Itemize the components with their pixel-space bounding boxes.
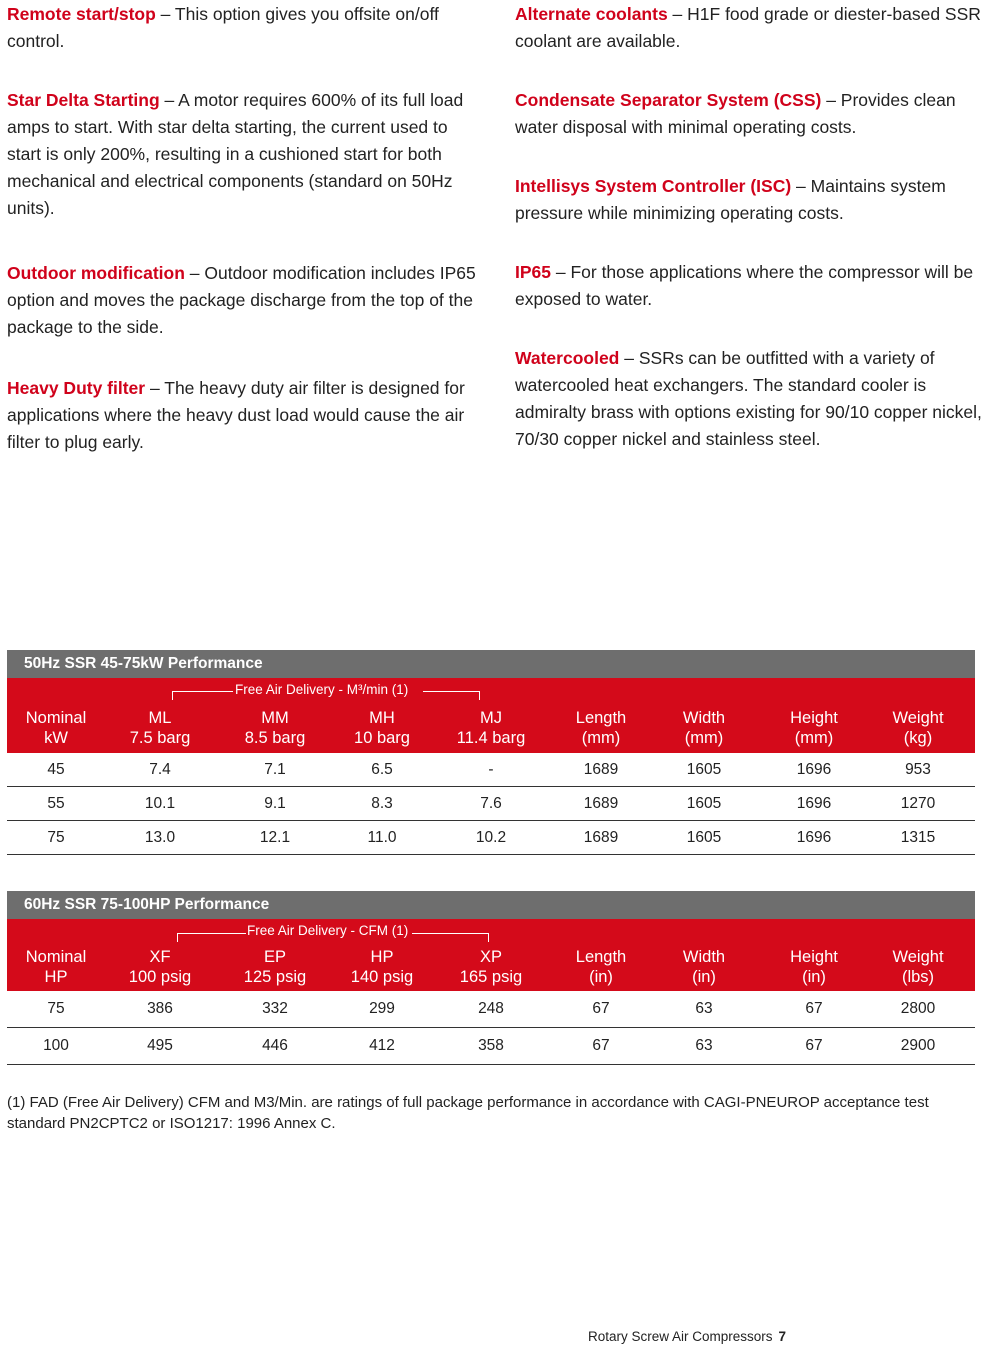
footnote: (1) FAD (Free Air Delivery) CFM and M3/Min. are ratings of full package performance in accordance with CAGI-PNEUROP acceptance test standard PN2CPTC2 or ISO1217: 1996 Annex C. bbox=[7, 1094, 929, 1132]
fad-bracket-right bbox=[423, 691, 480, 700]
header-line-1: MJ bbox=[480, 709, 502, 727]
table-cell: 1696 bbox=[796, 829, 832, 846]
header-line-1: ML bbox=[148, 709, 172, 727]
table-cell: 67 bbox=[592, 1037, 610, 1054]
table-row bbox=[7, 787, 975, 821]
table-cell: 67 bbox=[592, 1000, 610, 1017]
table-header bbox=[7, 919, 975, 991]
column-header bbox=[863, 708, 973, 748]
fad-label: Free Air Delivery - M³/min (1) bbox=[235, 682, 409, 697]
column-header bbox=[105, 708, 215, 748]
option-title: IP65 bbox=[515, 262, 551, 282]
table-cell: 13.0 bbox=[144, 829, 176, 846]
table-row bbox=[7, 1028, 975, 1065]
column-header bbox=[546, 708, 656, 748]
header-line-2: (in) bbox=[692, 968, 716, 986]
table-body bbox=[7, 991, 975, 1065]
header-line-2: HP bbox=[44, 968, 68, 986]
option-title: Intellisys System Controller (ISC) bbox=[515, 176, 792, 196]
table-cell: - bbox=[488, 761, 494, 778]
header-line-1: Weight bbox=[892, 948, 944, 966]
option-title: Watercooled bbox=[515, 348, 620, 368]
table-header bbox=[7, 678, 975, 753]
option-title: Heavy Duty filter bbox=[7, 378, 146, 398]
option-isc bbox=[515, 173, 985, 227]
table-cell: 11.0 bbox=[367, 829, 397, 846]
header-line-2: (mm) bbox=[581, 729, 621, 747]
table-cell: 100 bbox=[43, 1037, 69, 1054]
table-cell: 6.5 bbox=[371, 761, 393, 778]
header-line-1: Width bbox=[682, 948, 726, 966]
option-text: – Provides clean water disposal with minimal operating costs. bbox=[515, 90, 956, 137]
header-line-1: MM bbox=[261, 709, 289, 727]
header-line-1: MH bbox=[369, 709, 395, 727]
options-left-column bbox=[7, 0, 477, 456]
column-header bbox=[220, 708, 330, 748]
table-cell: 495 bbox=[147, 1037, 173, 1054]
option-alternate-coolants bbox=[515, 1, 985, 55]
table-cell: 248 bbox=[478, 1000, 504, 1017]
column-header bbox=[863, 947, 973, 987]
option-text: – This option gives you offsite on/off control. bbox=[7, 4, 439, 51]
option-star-delta bbox=[7, 87, 477, 222]
header-line-1: EP bbox=[263, 948, 286, 966]
option-heavy-duty-filter bbox=[7, 375, 477, 456]
table-title: 50Hz SSR 45-75kW Performance bbox=[7, 650, 975, 678]
header-line-1: Nominal bbox=[25, 709, 87, 727]
table-cell: 1270 bbox=[900, 795, 936, 812]
header-line-2: (lbs) bbox=[901, 968, 935, 986]
table-cell: 412 bbox=[369, 1037, 395, 1054]
fad-label: Free Air Delivery - CFM (1) bbox=[247, 923, 409, 938]
option-outdoor bbox=[7, 260, 477, 341]
table-cell: 67 bbox=[805, 1037, 823, 1054]
table-cell: 1696 bbox=[796, 795, 832, 812]
table-cell: 8.3 bbox=[371, 795, 393, 812]
option-title: Star Delta Starting bbox=[7, 90, 160, 110]
table-cell: 2900 bbox=[900, 1037, 936, 1054]
table-cell: 1605 bbox=[686, 795, 722, 812]
fad-bracket-left bbox=[177, 933, 246, 942]
header-line-1: Width bbox=[682, 709, 726, 727]
option-ip65 bbox=[515, 259, 985, 313]
table-cell: 1315 bbox=[900, 829, 936, 846]
table-title: 60Hz SSR 75-100HP Performance bbox=[7, 891, 975, 919]
header-line-2: (in) bbox=[802, 968, 826, 986]
table-cell: 75 bbox=[47, 829, 65, 846]
table-cell: 446 bbox=[262, 1037, 288, 1054]
header-line-1: Length bbox=[575, 709, 627, 727]
header-line-2: 125 psig bbox=[243, 968, 307, 986]
header-line-2: 10 barg bbox=[354, 729, 410, 747]
option-watercooled bbox=[515, 345, 985, 453]
option-text: – Maintains system pressure while minimizing operating costs. bbox=[515, 176, 946, 223]
table-cell: 1689 bbox=[583, 761, 619, 778]
footer-label: Rotary Screw Air Compressors bbox=[588, 1329, 773, 1344]
header-line-1: HP bbox=[370, 948, 394, 966]
column-header bbox=[759, 708, 869, 748]
table-cell: 9.1 bbox=[264, 795, 286, 812]
header-line-1: XP bbox=[479, 948, 502, 966]
table-cell: 1605 bbox=[686, 829, 722, 846]
table-cell: 45 bbox=[47, 761, 65, 778]
column-header bbox=[649, 947, 759, 987]
table-60hz-performance bbox=[7, 891, 975, 1065]
header-line-2: (mm) bbox=[794, 729, 834, 747]
column-header bbox=[759, 947, 869, 987]
table-50hz-performance bbox=[7, 650, 975, 855]
option-text: – Outdoor modification includes IP65 option and moves the package discharge from the top of the package to the side. bbox=[7, 263, 476, 337]
table-body bbox=[7, 753, 975, 855]
column-header bbox=[327, 708, 437, 748]
table-cell: 953 bbox=[905, 761, 931, 778]
page-number: 7 bbox=[778, 1329, 787, 1344]
table-cell: 10.1 bbox=[144, 795, 176, 812]
table-row bbox=[7, 821, 975, 855]
header-line-2: 11.4 barg bbox=[456, 729, 526, 747]
option-title: Outdoor modification bbox=[7, 263, 185, 283]
header-line-1: Height bbox=[790, 709, 838, 727]
table-cell: 63 bbox=[695, 1000, 713, 1017]
header-line-1: Nominal bbox=[25, 948, 87, 966]
table-cell: 67 bbox=[805, 1000, 823, 1017]
table-cell: 1689 bbox=[583, 795, 619, 812]
option-title: Alternate coolants bbox=[515, 4, 668, 24]
table-cell: 2800 bbox=[900, 1000, 936, 1017]
header-line-1: Weight bbox=[892, 709, 944, 727]
table-cell: 12.1 bbox=[259, 829, 291, 846]
option-text: – A motor requires 600% of its full load amps to start. With star delta starting, the current used to start is only 200%, resulting in a cushioned start for both mechanical and electrical components (standard on 50Hz units). bbox=[7, 90, 464, 218]
column-header bbox=[105, 947, 215, 987]
options-right-column bbox=[515, 0, 985, 453]
header-line-1: XF bbox=[149, 948, 171, 966]
column-header bbox=[546, 947, 656, 987]
header-line-2: 7.5 barg bbox=[129, 729, 191, 747]
fad-bracket-right bbox=[412, 933, 489, 942]
column-header bbox=[1, 708, 111, 748]
table-cell: 1696 bbox=[796, 761, 832, 778]
header-line-2: (mm) bbox=[684, 729, 724, 747]
table-row bbox=[7, 991, 975, 1028]
header-line-1: Height bbox=[790, 948, 838, 966]
header-line-2: kW bbox=[44, 729, 68, 747]
table-cell: 10.2 bbox=[475, 829, 507, 846]
header-line-1: Length bbox=[575, 948, 627, 966]
header-line-2: 165 psig bbox=[459, 968, 523, 986]
table-cell: 7.1 bbox=[264, 761, 286, 778]
option-text: – H1F food grade or diester-based SSR coolant are available. bbox=[515, 4, 981, 51]
option-text: – The heavy duty air filter is designed for applications where the heavy dust load would cause the air filter to plug early. bbox=[7, 378, 465, 452]
column-header bbox=[1, 947, 111, 987]
header-line-2: (in) bbox=[589, 968, 613, 986]
table-row bbox=[7, 753, 975, 787]
column-header bbox=[436, 947, 546, 987]
option-css bbox=[515, 87, 985, 141]
option-text: – SSRs can be outfitted with a variety of watercooled heat exchangers. The standard cooler is admiralty brass with options existing for 90/10 copper nickel, 70/30 copper nickel and stainless steel. bbox=[515, 348, 982, 449]
page-footer bbox=[588, 1329, 786, 1344]
table-cell: 75 bbox=[47, 1000, 65, 1017]
option-remote-start bbox=[7, 1, 477, 55]
table-cell: 386 bbox=[147, 1000, 173, 1017]
table-cell: 358 bbox=[478, 1037, 504, 1054]
table-cell: 1605 bbox=[686, 761, 722, 778]
table-cell: 63 bbox=[695, 1037, 713, 1054]
column-header bbox=[327, 947, 437, 987]
table-cell: 7.4 bbox=[149, 761, 171, 778]
header-line-2: 8.5 barg bbox=[244, 729, 306, 747]
column-header bbox=[220, 947, 330, 987]
header-line-2: (kg) bbox=[903, 729, 933, 747]
option-text: – For those applications where the compressor will be exposed to water. bbox=[515, 262, 974, 309]
header-line-2: 140 psig bbox=[350, 968, 414, 986]
table-cell: 7.6 bbox=[480, 795, 502, 812]
fad-bracket-left bbox=[172, 691, 233, 700]
table-cell: 299 bbox=[369, 1000, 395, 1017]
table-cell: 1689 bbox=[583, 829, 619, 846]
table-cell: 332 bbox=[262, 1000, 288, 1017]
header-line-2: 100 psig bbox=[128, 968, 192, 986]
option-title: Condensate Separator System (CSS) bbox=[515, 90, 822, 110]
table-cell: 55 bbox=[47, 795, 65, 812]
column-header bbox=[436, 708, 546, 748]
option-title: Remote start/stop bbox=[7, 4, 156, 24]
column-header bbox=[649, 708, 759, 748]
